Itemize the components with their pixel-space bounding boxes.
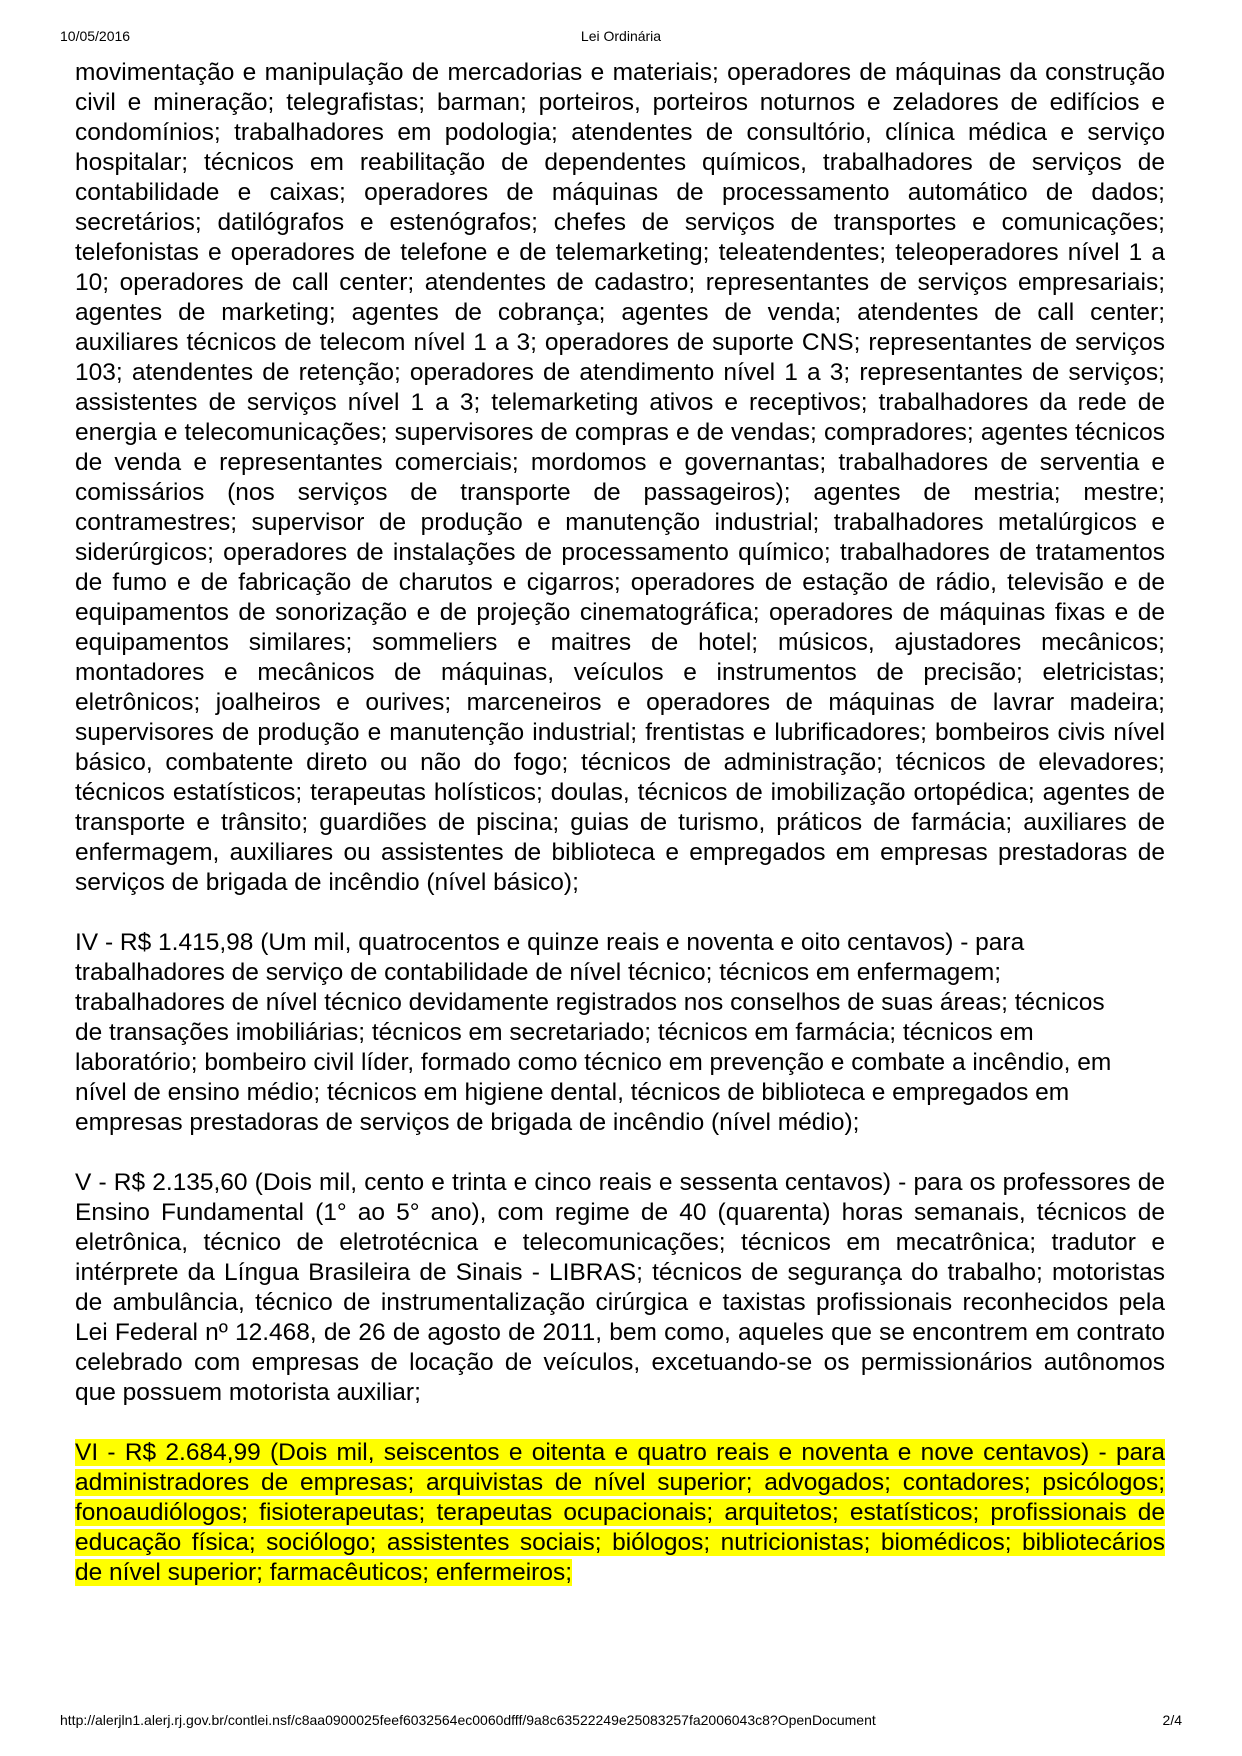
source-url: http://alerjln1.alerj.rj.gov.br/contlei.nsf/c8aa0900025feef6032564ec0060dfff/9a8c63522249e25083257fa2006043c8?OpenDocument	[60, 1712, 876, 1728]
paragraph-continuation: movimentação e manipulação de mercadorias e materiais; operadores de máquinas da construção civil e mineração; telegrafistas; barman; porteiros, porteiros noturnos e zeladores de edifícios e condomínios; trabalhadores em podologia; atendentes de consultório, clínica médica e serviço hospitalar; técnicos em reabilitação de dependentes químicos, trabalhadores de serviços de contabilidade e caixas; operadores de máquinas de processamento automático de dados; secretários; datilógrafos e estenógrafos; chefes de serviços de transportes e comunicações; telefonistas e operadores de telefone e de telemarketing; teleatendentes; teleoperadores nível 1 a 10; operadores de call center; atendentes de cadastro; representantes de serviços empresariais; agentes de marketing; agentes de cobrança; agentes de venda; atendentes de call center; auxiliares técnicos de telecom nível 1 a 3; operadores de suporte CNS; representantes de serviços 103; atendentes de retenção; operadores de atendimento nível 1 a 3; representantes de serviços; assistentes de serviços nível 1 a 3; telemarketing ativos e receptivos; trabalhadores da rede de energia e telecomunicações; supervisores de compras e de vendas; compradores; agentes técnicos de venda e representantes comerciais; mordomos e governantas; trabalhadores de serventia e comissários (nos serviços de transporte de passageiros); agentes de mestria; mestre; contramestres; supervisor de produção e manutenção industrial; trabalhadores metalúrgicos e siderúrgicos; operadores de instalações de processamento químico; trabalhadores de tratamentos de fumo e de fabricação de charutos e cigarros; operadores de estação de rádio, televisão e de equipamentos de sonorização e de projeção cinematográfica; operadores de máquinas fixas e de equipamentos similares; sommeliers e maitres de hotel; músicos, ajustadores mecânicos; montadores e mecânicos de máquinas, veículos e instrumentos de precisão; eletricistas; eletrônicos; joalheiros e ourives; marceneiros e operadores de máquinas de lavrar madeira; supervisores de produção e manutenção industrial; frentistas e lubrificadores; bombeiros civis nível básico, combatente direto ou não do fogo; técnicos de administração; técnicos de elevadores; técnicos estatísticos; terapeutas holísticos; doulas, técnicos de imobilização ortopédica; agentes de transporte e trânsito; guardiões de piscina; guias de turismo, práticos de farmácia; auxiliares de enfermagem, auxiliares ou assistentes de biblioteca e empregados em empresas prestadoras de serviços de brigada de incêndio (nível básico);	[75, 59, 1165, 896]
document-title: Lei Ordinária	[580, 28, 662, 44]
paragraph-item-vi	[75, 1438, 1165, 1588]
document-body	[75, 58, 1165, 1588]
highlighted-text: VI - R$ 2.684,99 (Dois mil, seiscentos e oitenta e quatro reais e noventa e nove centavos) - para administradores de empresas; arquivistas de nível superior; advogados; contadores; psicólogos; fonoaudiólogos; fisioterapeutas; terapeutas ocupacionais; arquitetos; estatísticos; profissionais de educação física; sociólogo; assistentes sociais; biólogos; nutricionistas; biomédicos; bibliotecários de nível superior; farmacêuticos; enfermeiros;	[75, 1439, 1165, 1586]
paragraph-item-iv: IV - R$ 1.415,98 (Um mil, quatrocentos e quinze reais e noventa e oito centavos) - para trabalhadores de serviço de contabilidade de nível técnico; técnicos em enfermagem; trabalhadores de nível técnico devidamente registrados nos conselhos de suas áreas; técnicos de transações imobiliárias; técnicos em secretariado; técnicos em farmácia; técnicos em laboratório; bombeiro civil líder, formado como técnico em prevenção e combate a incêndio, em nível de ensino médio; técnicos em higiene dental, técnicos de biblioteca e empregados em empresas prestadoras de serviços de brigada de incêndio (nível médio);	[75, 929, 1112, 1136]
print-date: 10/05/2016	[60, 28, 131, 44]
print-footer	[60, 1712, 1182, 1734]
paragraph-item-v: V - R$ 2.135,60 (Dois mil, cento e trinta e cinco reais e sessenta centavos) - para os professores de Ensino Fundamental (1° ao 5° ano), com regime de 40 (quarenta) horas semanais, técnicos de eletrônica, técnico de eletrotécnica e telecomunicações; técnicos em mecatrônica; tradutor e intérprete da Língua Brasileira de Sinais - LIBRAS; técnicos de segurança do trabalho; motoristas de ambulância, técnico de instrumentalização cirúrgica e taxistas profissionais reconhecidos pela Lei Federal nº 12.468, de 26 de agosto de 2011, bem como, aqueles que se encontrem em contrato celebrado com empresas de locação de veículos, excetuando-se os permissionários autônomos que possuem motorista auxiliar;	[75, 1169, 1165, 1406]
print-header	[60, 28, 1182, 50]
page-number: 2/4	[1162, 1712, 1182, 1728]
